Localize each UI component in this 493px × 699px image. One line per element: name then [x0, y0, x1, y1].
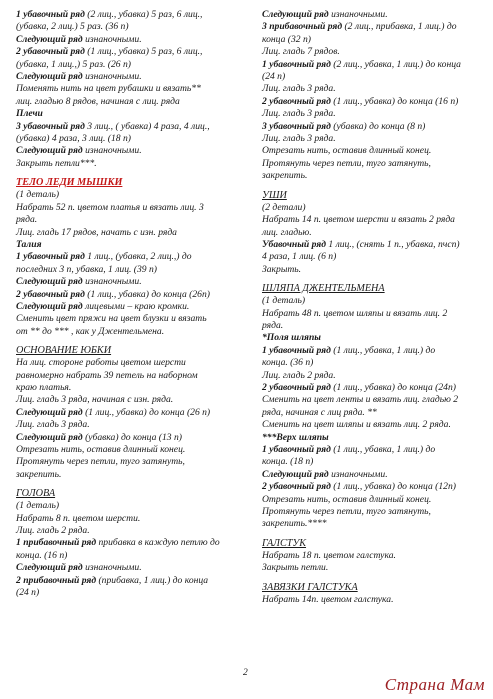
row-label: 1 убавочный ряд — [262, 58, 331, 70]
instruction-text: изнаночными. — [82, 562, 142, 574]
instruction-text: (убавка) 4 раза, 3 лиц. (18 п) — [16, 133, 131, 145]
row-label: Убавочный ряд — [262, 238, 326, 250]
instruction-text: 3 лиц., ( убавка) 4 раза, 4 лиц., — [84, 120, 210, 132]
text-line — [262, 518, 484, 530]
instruction-text: На лиц. стороне работы цветом шерсти — [16, 357, 186, 369]
instruction-text: 4 раза, 1 лиц. (6 п) — [262, 251, 337, 263]
section-heading: УШИ — [262, 189, 287, 201]
text-line — [16, 407, 248, 419]
text-line — [262, 264, 484, 276]
text-line — [16, 357, 248, 369]
text-line — [16, 500, 248, 512]
instruction-text: изнаночными. — [328, 9, 388, 20]
text-line — [16, 313, 248, 325]
instruction-text: закрепить.**** — [262, 518, 327, 530]
instruction-text: (1 лиц., убавка) до конца (24п) — [330, 381, 456, 393]
instruction-text: изнаночными. — [82, 145, 142, 157]
instruction-text: (1 деталь) — [16, 189, 60, 201]
section-heading: ЗАВЯЗКИ ГАЛСТУКА — [262, 581, 358, 593]
instruction-text: Набрать 18 п. цветом галстука. — [262, 549, 396, 561]
instruction-text: Сменить цвет пряжи на цвет блузки и вязать — [16, 313, 207, 325]
instruction-text: ряда. — [16, 214, 38, 226]
instruction-text: лиц. гладью. — [262, 226, 312, 238]
row-label: Следующий ряд — [16, 406, 83, 418]
instruction-text: лицевыми – краю кромки. — [82, 300, 190, 312]
instruction-text: последних 3 п, убавка, 1 лиц. (39 п) — [16, 263, 157, 275]
row-label: 1 убавочный ряд — [16, 9, 85, 20]
instruction-text: конца. (36 п) — [262, 357, 314, 369]
instruction-text: равномерно набрать 39 петель на наборном — [16, 369, 198, 381]
instruction-text: Лиц. гладь 2 ряда. — [16, 525, 90, 537]
text-line — [262, 170, 484, 182]
text-line — [16, 158, 248, 170]
text-line — [262, 357, 484, 369]
text-line — [262, 133, 484, 145]
instruction-text: (убавка) до конца (13 п) — [82, 431, 182, 443]
text-line — [16, 108, 248, 120]
text-line — [16, 550, 248, 562]
row-label: 1 убавочный ряд — [16, 251, 85, 263]
row-label: Плечи — [16, 108, 43, 120]
instruction-text: конца (32 п) — [262, 33, 311, 45]
text-line — [262, 562, 484, 574]
text-line — [262, 506, 484, 518]
instruction-text: (2 лиц., убавка, 1 лиц.) до конца — [330, 58, 461, 70]
instruction-text: Сменить на цвет шляпы и вязать лиц. 2 ряда. — [262, 419, 451, 431]
instruction-text: (2 детали) — [262, 201, 306, 213]
text-line — [16, 513, 248, 525]
instruction-text: (убавка) до конца (8 п) — [330, 120, 426, 132]
text-line — [16, 382, 248, 394]
instruction-text: (убавка, 1 лиц.,) 5 раз. (26 п) — [16, 58, 131, 70]
instruction-text: (1 лиц., убавка, 1 лиц.) до — [330, 444, 436, 455]
instruction-text: (1 деталь) — [262, 295, 306, 307]
text-line — [16, 9, 248, 21]
row-label: Следующий ряд — [16, 300, 83, 312]
row-label: 1 убавочный ряд — [262, 444, 331, 455]
text-line — [262, 419, 484, 431]
instruction-text: Лиц. гладь 3 ряда. — [262, 83, 336, 95]
row-label: 2 убавочный ряд — [16, 288, 85, 300]
text-line — [262, 308, 484, 320]
text-line — [262, 394, 484, 406]
instruction-text: Набрать 48 п. цветом шляпы и вязать лиц. 2 — [262, 307, 448, 319]
text-line — [16, 189, 248, 201]
row-label: Следующий ряд — [16, 431, 83, 443]
text-line — [262, 345, 484, 357]
text-line — [262, 21, 484, 33]
instruction-text: Лиц. гладь 2 ряда. — [262, 369, 336, 381]
instruction-text: Закрыть петли. — [262, 562, 329, 574]
text-line — [16, 301, 248, 313]
instruction-text: закрепить. — [262, 170, 308, 182]
text-line — [16, 264, 248, 276]
text-line — [262, 227, 484, 239]
row-label: Следующий ряд — [16, 145, 83, 157]
instruction-text: изнаночными. — [82, 71, 142, 83]
row-label: Следующий ряд — [16, 562, 83, 574]
text-line — [262, 83, 484, 95]
text-line — [16, 525, 248, 537]
instruction-text: Лиц. гладь 7 рядов. — [262, 46, 340, 58]
page-number: 2 — [243, 668, 248, 678]
instruction-text: Протянуть через петли, туго затянуть, — [16, 456, 185, 468]
text-line — [16, 202, 248, 214]
instruction-text: ряда, начиная с лиц ряда. ** — [262, 406, 377, 418]
text-line — [16, 251, 248, 263]
instruction-text: (1 лиц., убавка) до конца (26 п) — [82, 406, 211, 418]
instruction-text: краю платья. — [16, 381, 72, 393]
row-label: *Поля шляпы — [262, 332, 321, 344]
text-line — [16, 227, 248, 239]
text-line — [16, 394, 248, 406]
instruction-text: изнаночными. — [328, 468, 388, 480]
text-line — [262, 550, 484, 562]
section-heading: ТЕЛО ЛЕДИ МЫШКИ — [16, 177, 123, 189]
instruction-text: (2 лиц., прибавка, 1 лиц.) до — [342, 21, 457, 33]
text-line — [16, 96, 248, 108]
instruction-text: Лиц. гладь 3 ряда. — [262, 133, 336, 145]
instruction-text: Лиц. гладь 3 ряда. — [262, 108, 336, 120]
instruction-text: (24 п) — [16, 587, 40, 599]
instruction-text: Лиц. гладь 17 рядов, начать с изн. ряда — [16, 226, 177, 238]
instruction-text: (1 деталь) — [16, 500, 60, 512]
text-line — [262, 239, 484, 251]
text-line — [16, 289, 248, 301]
text-line — [262, 145, 484, 157]
row-label: ***Верх шляпы — [262, 431, 329, 443]
text-line — [262, 444, 484, 456]
row-label: 2 прибавочный ряд — [16, 574, 97, 586]
row-label: Следующий ряд — [262, 468, 329, 480]
text-line — [16, 537, 248, 549]
instruction-text: изнаночными. — [82, 276, 142, 288]
text-line — [16, 276, 248, 288]
row-label: Следующий ряд — [16, 276, 83, 288]
row-label: Талия — [16, 238, 42, 250]
section-heading: ГАЛСТУК — [262, 537, 307, 549]
instruction-text: Набрать 14п. цветом галстука. — [262, 593, 394, 605]
instruction-text: ряда. — [262, 319, 284, 331]
text-line — [262, 494, 484, 506]
text-line — [16, 370, 248, 382]
text-line — [262, 481, 484, 493]
instruction-text: (1 лиц., убавка) до конца (16 п) — [330, 95, 459, 107]
text-line — [262, 469, 484, 481]
instruction-text: (1 лиц., убавка, 1 лиц.) до — [330, 344, 436, 356]
row-label: Следующий ряд — [16, 33, 83, 45]
text-line — [16, 46, 248, 58]
left-column — [16, 9, 248, 599]
instruction-text: Отрезать нить, оставив длинный конец. — [262, 493, 432, 505]
text-line — [16, 145, 248, 157]
section-heading: ОСНОВАНИЕ ЮБКИ — [16, 345, 112, 357]
instruction-text: (1 лиц., убавка) до конца (12п) — [330, 481, 456, 493]
text-line — [262, 295, 484, 307]
row-label: Следующий ряд — [16, 71, 83, 83]
text-line — [262, 594, 484, 606]
instruction-text: (прибавка, 1 лиц.) до конца — [96, 574, 209, 586]
text-line — [16, 59, 248, 71]
text-line — [16, 214, 248, 226]
text-line — [262, 382, 484, 394]
text-line — [16, 21, 248, 33]
text-line — [16, 575, 248, 587]
instruction-text: Набрать 52 п. цветом платья и вязать лиц. 3 — [16, 201, 204, 213]
text-line — [262, 96, 484, 108]
text-line — [262, 34, 484, 46]
row-label: 2 убавочный ряд — [262, 481, 331, 493]
instruction-text: прибавка в каждую петлю до — [96, 537, 220, 549]
row-label: 1 прибавочный ряд — [16, 537, 97, 549]
row-label: 2 убавочный ряд — [16, 46, 85, 58]
instruction-text: лиц. гладью 8 рядов, начиная с лиц. ряда — [16, 95, 180, 107]
instruction-text: Протянуть через петли, туго затянуть, — [262, 506, 431, 518]
instruction-text: (1 лиц., убавка) до конца (26п) — [84, 288, 210, 300]
text-line — [16, 456, 248, 468]
instruction-text: изнаночными. — [82, 33, 142, 45]
text-line — [262, 332, 484, 344]
section-heading: ШЛЯПА ДЖЕНТЕЛЬМЕНА — [262, 283, 385, 295]
text-line — [16, 239, 248, 251]
text-line — [16, 83, 248, 95]
text-line — [16, 71, 248, 83]
instruction-text: Лиц. гладь 3 ряда. — [16, 419, 90, 431]
instruction-text: (24 п) — [262, 71, 286, 83]
instruction-text: Отрезать нить, оставив длинный конец. — [262, 145, 432, 157]
instruction-text: (убавка, 2 лиц.) 5 раз. (36 п) — [16, 21, 129, 33]
instruction-text: (1 лиц., убавка) 5 раз, 6 лиц., — [84, 46, 203, 58]
text-line — [262, 407, 484, 419]
row-label: 3 убавочный ряд — [16, 120, 85, 132]
text-line — [262, 121, 484, 133]
text-line — [262, 214, 484, 226]
instruction-text: Набрать 8 п. цветом шерсти. — [16, 512, 141, 524]
text-line — [16, 133, 248, 145]
right-column — [262, 9, 484, 606]
text-line — [262, 71, 484, 83]
text-line — [16, 469, 248, 481]
instruction-text: Закрыть. — [262, 263, 302, 275]
instruction-text: Лиц. гладь 3 ряда, начиная с изн. ряда. — [16, 394, 174, 406]
text-line — [16, 121, 248, 133]
text-line — [262, 59, 484, 71]
text-line — [262, 108, 484, 120]
text-line — [262, 46, 484, 58]
watermark: Страна Мам — [384, 675, 485, 694]
instruction-text: Закрыть петли***. — [16, 157, 97, 169]
instruction-text: Отрезать нить, оставив длинный конец. — [16, 444, 186, 455]
row-label: 3 убавочный ряд — [262, 120, 331, 132]
row-label: 2 убавочный ряд — [262, 381, 331, 393]
text-line — [16, 326, 248, 338]
instruction-text: от ** до *** , как у Джентельмена. — [16, 325, 165, 337]
text-line — [16, 444, 248, 456]
instruction-text: Протянуть через петли, туго затянуть, — [262, 157, 431, 169]
row-label: 2 убавочный ряд — [262, 95, 331, 107]
text-line — [16, 419, 248, 431]
instruction-text: конца. (18 п) — [262, 456, 314, 468]
row-label: 3 прибавочный ряд — [262, 21, 343, 33]
text-line — [16, 432, 248, 444]
instruction-text: Поменять нить на цвет рубашки и вязать** — [16, 83, 201, 95]
instruction-text: конца. (16 п) — [16, 549, 68, 561]
instruction-text: 1 лиц., (снять 1 п., убавка, пчсп) — [325, 238, 460, 250]
text-line — [16, 587, 248, 599]
text-line — [262, 9, 484, 21]
text-line — [262, 432, 484, 444]
instruction-text: закрепить. — [16, 468, 62, 480]
text-line — [262, 202, 484, 214]
instruction-text: Набрать 14 п. цветом шерсти и вязать 2 ряда — [262, 214, 455, 226]
text-line — [262, 158, 484, 170]
section-heading: ГОЛОВА — [16, 488, 56, 500]
text-line — [262, 251, 484, 263]
instruction-text: 1 лиц., (убавка, 2 лиц.,) до — [84, 251, 192, 263]
row-label: 1 убавочный ряд — [262, 344, 331, 356]
text-line — [16, 34, 248, 46]
row-label: Следующий ряд — [262, 9, 329, 20]
instruction-text: Сменить на цвет ленты и вязать лиц. гладью 2 — [262, 394, 459, 406]
text-line — [262, 370, 484, 382]
text-line — [262, 456, 484, 468]
text-line — [16, 562, 248, 574]
text-line — [262, 320, 484, 332]
instruction-text: (2 лиц., убавка) 5 раз, 6 лиц., — [84, 9, 203, 20]
